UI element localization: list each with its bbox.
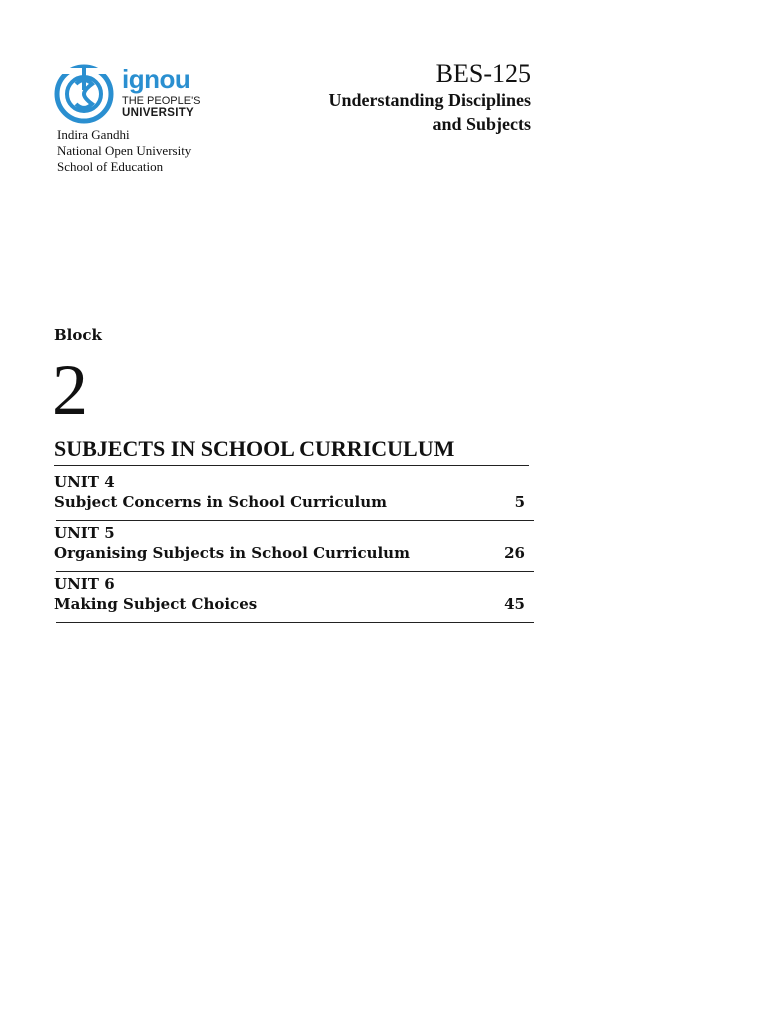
unit-divider xyxy=(56,520,534,521)
unit-page-number: 5 xyxy=(514,493,525,511)
course-title xyxy=(328,88,531,136)
logo-wordmark: ignou xyxy=(122,64,191,94)
unit-title: Subject Concerns in School Curriculum xyxy=(54,493,387,511)
unit-divider xyxy=(56,571,534,572)
block-number: 2 xyxy=(52,350,88,430)
logo-tagline: THE PEOPLE'S xyxy=(122,95,201,107)
title-divider xyxy=(54,465,529,466)
unit-page-number: 26 xyxy=(504,544,525,562)
block-label: Block xyxy=(54,326,102,344)
unit-number: UNIT 6 xyxy=(54,575,115,593)
unit-title: Organising Subjects in School Curriculum xyxy=(54,544,410,562)
unit-entry[interactable] xyxy=(54,471,534,522)
institution-line: Indira Gandhi xyxy=(57,127,130,142)
ignou-logo xyxy=(54,64,204,124)
course-title-line: Understanding Disciplines xyxy=(328,90,531,110)
course-code: BES-125 xyxy=(435,59,531,88)
ignou-emblem-icon xyxy=(54,64,114,124)
unit-title: Making Subject Choices xyxy=(54,595,258,613)
logo-tagline-university: UNIVERSITY xyxy=(122,107,195,119)
institution-line: School of Education xyxy=(57,159,164,174)
block-title: SUBJECTS IN SCHOOL CURRICULUM xyxy=(54,436,455,461)
unit-entry[interactable] xyxy=(54,522,534,573)
unit-number: UNIT 4 xyxy=(54,473,115,491)
unit-divider xyxy=(56,622,534,623)
course-title-line: and Subjects xyxy=(432,114,531,134)
unit-page-number: 45 xyxy=(504,595,525,613)
institution-line: National Open University xyxy=(57,143,192,158)
unit-number: UNIT 5 xyxy=(54,524,115,542)
unit-entry[interactable] xyxy=(54,573,534,624)
institution-address xyxy=(57,127,191,175)
units-list xyxy=(54,471,534,624)
